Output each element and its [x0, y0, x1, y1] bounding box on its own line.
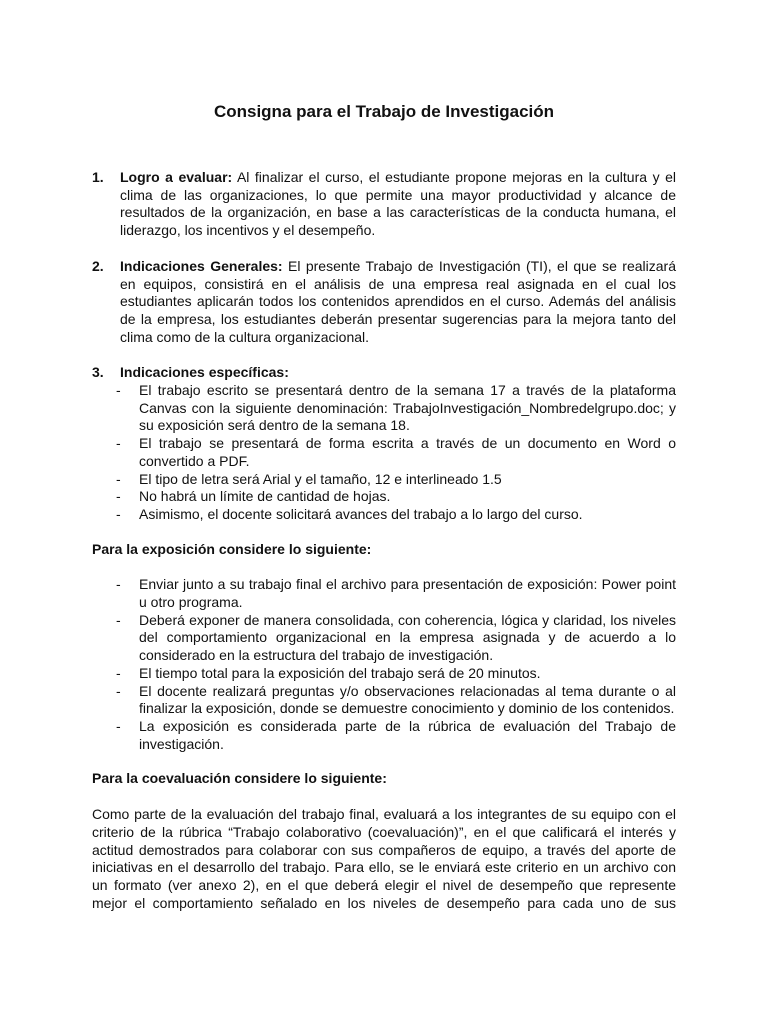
section-label: Logro a evaluar: — [120, 169, 233, 185]
section-text: Al finalizar el curso, el estudiante propone mejoras en la cultura y el clima de las organizaciones, lo que permite una mayor productividad y alcance de resultados de la organización, en base a las características de la conducta humana, el liderazgo, los incentivos y el desempeño. — [120, 169, 676, 239]
bullet-marker: - — [116, 470, 121, 487]
document-body — [92, 169, 676, 912]
section-logro — [92, 169, 676, 240]
section-indicaciones-generales — [92, 258, 676, 347]
section-label: Indicaciones específicas: — [120, 364, 289, 381]
coevaluacion-paragraph: Como parte de la evaluación del trabajo final, evaluará a los integrantes de su equipo con el criterio de la rúbrica “Trabajo colaborativo (coevaluación)”, en el que calificará el interés y actitud demostrados para colaborar con sus compañeros de equipo, a través del aporte de iniciativas en el desarrollo del trabajo. Para ello, se le enviará este criterio en un archivo con un formato (ver anexo 2), en el que deberá elegir el nivel de desempeño que represente mejor el comportamiento señalado en los niveles de desempeño para cada uno de sus — [92, 806, 676, 911]
exposicion-list — [92, 576, 676, 753]
bullet-marker: - — [116, 664, 121, 681]
list-item: - La exposición es considerada parte de la rúbrica de evaluación del Trabajo de investigación. — [92, 718, 676, 753]
section-number: 1. — [92, 169, 104, 185]
list-item: - Deberá exponer de manera consolidada, con coherencia, lógica y claridad, los niveles del comportamiento organizacional en la empresa asignada y de acuerdo a lo considerado en la estructura del trabajo de investigación. — [92, 612, 676, 665]
bullet-marker: - — [116, 682, 121, 699]
bullet-marker: - — [116, 505, 121, 522]
list-item: - El trabajo se presentará de forma escrita a través de un documento en Word o convertido a PDF. — [92, 435, 676, 470]
list-item: - No habrá un límite de cantidad de hojas. — [92, 488, 676, 506]
page-title: Consigna para el Trabajo de Investigación — [213, 102, 555, 121]
bullet-marker: - — [116, 382, 121, 399]
section-text: El presente Trabajo de Investigación (TI), el que se realizará en equipos, consistirá en el análisis de una empresa real asignada en el cual los estudiantes aplicarán todos los contenidos aprendidos en el curso. Además del análisis de la empresa, los estudiantes deberán presentar sugerencias para la mejora tanto del clima como de la cultura organizacional. — [120, 257, 676, 345]
list-item: - El docente realizará preguntas y/o observaciones relacionadas al tema durante o al finalizar la exposición, donde se demuestre conocimiento y dominio de los contenidos. — [92, 683, 676, 718]
section-indicaciones-especificas — [92, 364, 676, 382]
section-number: 2. — [92, 257, 104, 274]
exposicion-heading: Para la exposición considere lo siguiente: — [92, 540, 372, 557]
list-item: - El tipo de letra será Arial y el tamaño, 12 e interlineado 1.5 — [92, 471, 676, 489]
list-item: - El trabajo escrito se presentará dentro de la semana 17 a través de la plataforma Canvas con la siguiente denominación: TrabajoInvestigación_Nombredelgrupo.doc; y su exposición será dentro de la semana 18. — [92, 382, 676, 435]
bullet-marker: - — [116, 488, 121, 505]
bullet-marker: - — [116, 717, 121, 734]
especificas-list — [92, 382, 676, 524]
list-item: - Asimismo, el docente solicitará avances del trabajo a lo largo del curso. — [92, 506, 676, 524]
list-item: - El tiempo total para la exposición del trabajo será de 20 minutos. — [92, 665, 676, 683]
bullet-marker: - — [116, 435, 121, 452]
section-number: 3. — [92, 364, 104, 381]
list-item: - Enviar junto a su trabajo final el archivo para presentación de exposición: Power point u otro programa. — [92, 576, 676, 611]
section-label: Indicaciones Generales: — [120, 257, 283, 274]
coevaluacion-heading: Para la coevaluación considere lo siguiente: — [92, 770, 387, 787]
bullet-marker: - — [116, 576, 121, 593]
bullet-marker: - — [116, 611, 121, 628]
